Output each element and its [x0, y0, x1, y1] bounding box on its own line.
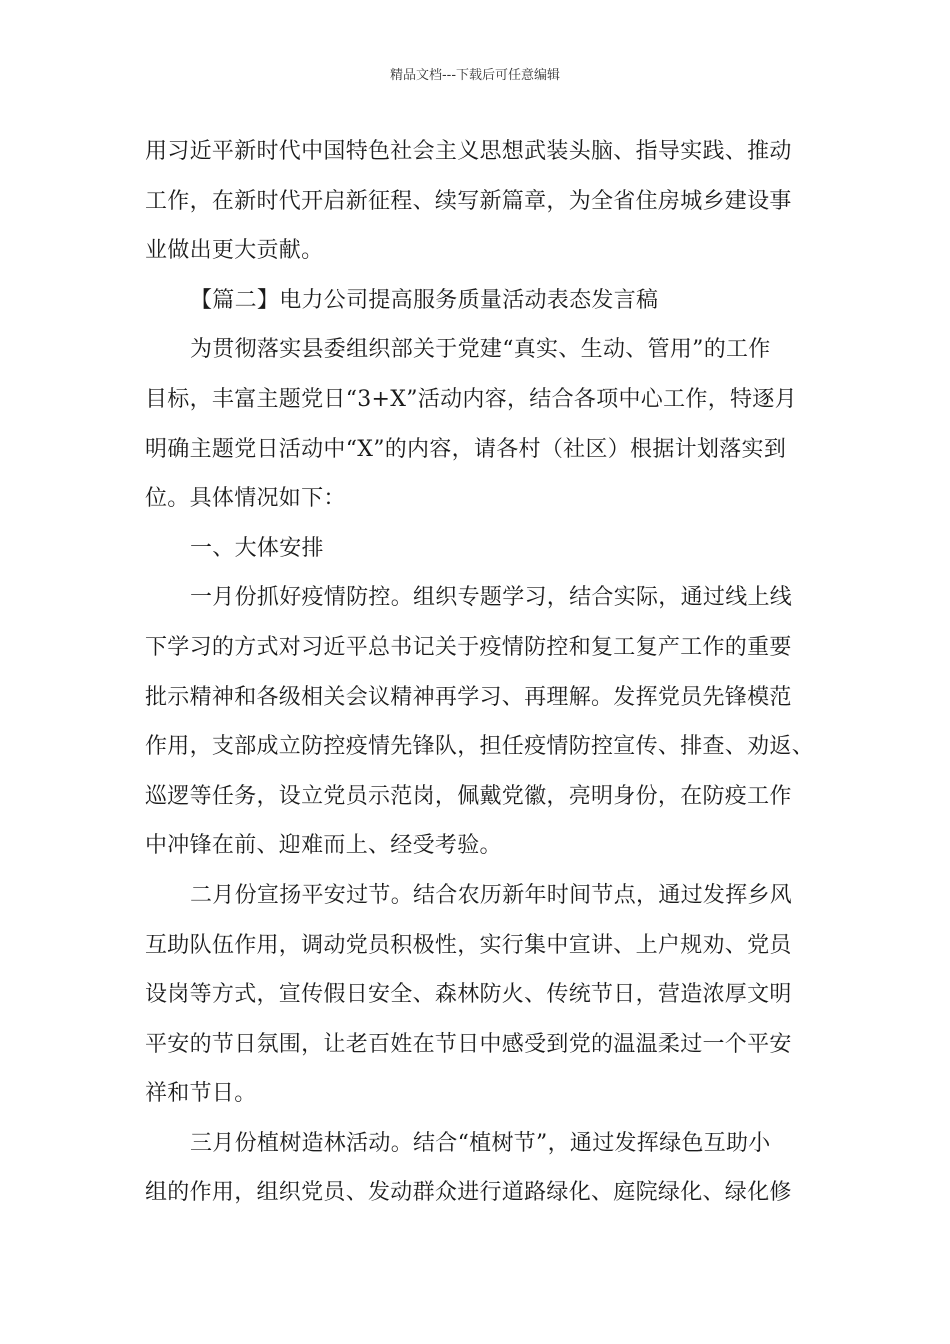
page-header: 精品文档---下载后可任意编辑 [389, 68, 561, 83]
text-line: 设岗等方式，宣传假日安全、森林防火、传统节日，营造浓厚文明 [145, 982, 792, 1008]
text-line: 下学习的方式对习近平总书记关于疫情防控和复工复产工作的重要 [145, 634, 792, 660]
text-line: 明确主题党日活动中“X”的内容，请各村（社区）根据计划落实到 [145, 436, 787, 462]
text-line: 中冲锋在前、迎难而上、经受考验。 [145, 833, 502, 859]
text-line: 为贯彻落实县委组织部关于党建“真实、生动、管用”的工作 [190, 337, 771, 363]
text-line: 祥和节日。 [145, 1081, 257, 1107]
text-line: 作用，支部成立防控疫情先锋队，担任疫情防控宣传、排查、劝返、 [145, 734, 815, 760]
text-line: 一月份抓好疫情防控。组织专题学习，结合实际，通过线上线 [190, 585, 793, 611]
text-line: 批示精神和各级相关会议精神再学习、再理解。发挥党员先锋模范 [145, 684, 792, 710]
subsection-heading: 一、大体安排 [190, 535, 324, 561]
text-line: 平安的节日氛围，让老百姓在节日中感受到党的温温柔过一个平安 [145, 1031, 792, 1057]
text-line: 目标，丰富主题党日“3+X”活动内容，结合各项中心工作，特逐月 [145, 386, 797, 412]
document-body [145, 127, 825, 1218]
text-line: 三月份植树造林活动。结合“植树节”，通过发挥绿色互助小 [190, 1130, 771, 1156]
text-line: 二月份宣扬平安过节。结合农历新年时间节点，通过发挥乡风 [190, 882, 793, 908]
text-line: 用习近平新时代中国特色社会主义思想武装头脑、指导实践、推动 [145, 139, 792, 164]
text-line: 工作，在新时代开启新征程、续写新篇章，为全省住房城乡建设事 [145, 188, 792, 214]
text-line: 巡逻等任务，设立党员示范岗，佩戴党徽，亮明身份，在防疫工作 [145, 783, 792, 809]
text-line: 组的作用，组织党员、发动群众进行道路绿化、庭院绿化、绿化修 [145, 1180, 792, 1206]
text-line: 业做出更大贡献。 [145, 238, 324, 264]
section-heading: 【篇二】电力公司提高服务质量活动表态发言稿 [190, 287, 659, 313]
text-line: 位。具体情况如下： [145, 486, 346, 512]
text-line: 互助队伍作用，调动党员积极性，实行集中宣讲、上户规劝、党员 [145, 932, 792, 958]
